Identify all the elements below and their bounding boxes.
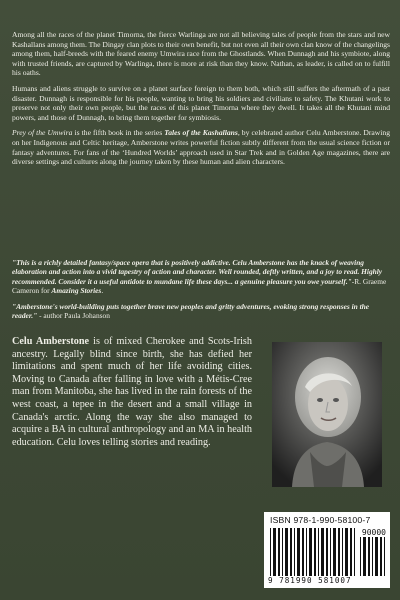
description-paragraph-1: Among all the races of the planet Timorna, the fierce Warlinga are not all believing tales of people from the stars and new Kashallans among them. The Dingay clan plots to their own benefit, but not even all their own clan know of the changelings among them, half-breeds with the feared enemy Umwira race from the Ghostlands. When Dunnagh and his symbiote, along with trusted friends, are captured by Warlinga, there is more at risk than they know. Nathan, as leader, is called on to fulfill his oaths.: [12, 30, 390, 78]
review-1-quote: "This is a richly detailed fantasy/space opera that is positively addictive. Celu Amberstone has the knack of weaving elaboration and action into a vivid tapestry of action and character. Well rounded, deftly written, and a joy to read. Highly recommended. Consider it a useful antidote to mundane life these days... a genuine pleasure you owe yourself.": [12, 258, 383, 286]
barcode-bar: [318, 528, 319, 576]
barcode-bar: [372, 537, 373, 576]
barcode-bar: [368, 537, 370, 576]
isbn-label: ISBN 978-1-990-58100-7: [270, 515, 371, 525]
barcode-bar: [338, 528, 340, 576]
description-paragraph-3: [12, 128, 390, 166]
barcode-bar: [363, 537, 366, 576]
book-title: Prey of the Umwira: [12, 128, 73, 138]
barcode-bar: [384, 537, 385, 576]
review-1: [12, 258, 390, 296]
barcode-bar: [290, 528, 292, 576]
barcode-bar: [273, 528, 276, 576]
review-2-quote: "Amberstone's world-building puts together brave new peoples and gritty adventures, evoking strong responses in the reader.": [12, 301, 370, 321]
barcode-bars: [270, 528, 356, 576]
barcode-bar: [342, 528, 343, 576]
barcode-bar: [380, 537, 382, 576]
barcode-bar: [302, 528, 304, 576]
barcode-bar: [270, 528, 271, 576]
author-photo: [272, 342, 382, 487]
barcode-bar: [354, 528, 355, 576]
barcode-bar: [330, 528, 331, 576]
price-code: 90000: [361, 528, 386, 537]
series-title: Tales of the Kashallans: [164, 128, 238, 138]
barcode-addon-bars: [360, 537, 386, 576]
review-1-end: .: [101, 286, 104, 296]
barcode-bar: [297, 528, 300, 576]
barcode-bar: [309, 528, 312, 576]
review-quotes: [12, 258, 390, 326]
barcode-bar: [306, 528, 307, 576]
isbn-barcode: [264, 512, 390, 588]
description-paragraph-2: Humans and aliens struggle to survive on a planet surface foreign to them both, which still suffers the aftermath of a past disaster. Dunnagh is responsible for his people, wanting to bring his soldiers and civilians to safety. The Khutani work to preserve not only their own people, but the races of this planet Timorna where they dwell. It takes all the Khutani mind powers, and those of Dunnagh, to bring them together for symbiosis.: [12, 83, 390, 122]
author-portrait-icon: [272, 342, 382, 487]
barcode-bar: [314, 528, 316, 576]
description-text-b: , by celebrated author Celu Amberstone. Drawing on her Indigenous and Celtic heritage, Amberstone writes powerful fiction subtly different from the usual science fiction or fantasy adventures. For fans of the ‘Hundred Worlds’ approach used in Star Trek and in Golden Age magazines, there are diverse settings and cultures along the journey taken by these human and alien characters.: [12, 128, 390, 167]
review-1-attribution: -R. Graeme Cameron for: [12, 276, 387, 296]
barcode-bar: [326, 528, 328, 576]
barcode-bar: [285, 528, 288, 576]
barcode-bar: [345, 528, 348, 576]
barcode-number: 9 781990 581007: [268, 576, 352, 585]
barcode-bar: [333, 528, 336, 576]
author-name: Celu Amberstone: [12, 336, 90, 347]
review-2: [12, 302, 390, 321]
book-description: [12, 30, 390, 173]
review-2-attribution: - author Paula Johanson: [37, 311, 110, 321]
author-bio-text: is of mixed Cherokee and Scots-Irish ancestry. Legally blind since birth, she has defied her limitations and spent much of her life avoiding cities. Moving to Canada after falling in love with a Métis-Cree man from Manitoba, she has lived in the rain forests of the west coast, a tepee in the desert and a small village in Canada's arctic. Along the way she also managed to acquire a BA in cultural anthropology and an MA in health education. Celu loves telling stories and reading.: [12, 336, 252, 448]
barcode-bar: [282, 528, 283, 576]
barcode-bar: [294, 528, 295, 576]
author-bio: [12, 336, 252, 449]
barcode-bar: [375, 537, 378, 576]
review-1-publication: Amazing Stories: [51, 286, 102, 296]
barcode-bar: [321, 528, 324, 576]
barcode-bar: [360, 537, 361, 576]
barcode-bar: [350, 528, 352, 576]
description-text-a: is the fifth book in the series: [72, 128, 165, 138]
barcode-bar: [278, 528, 280, 576]
